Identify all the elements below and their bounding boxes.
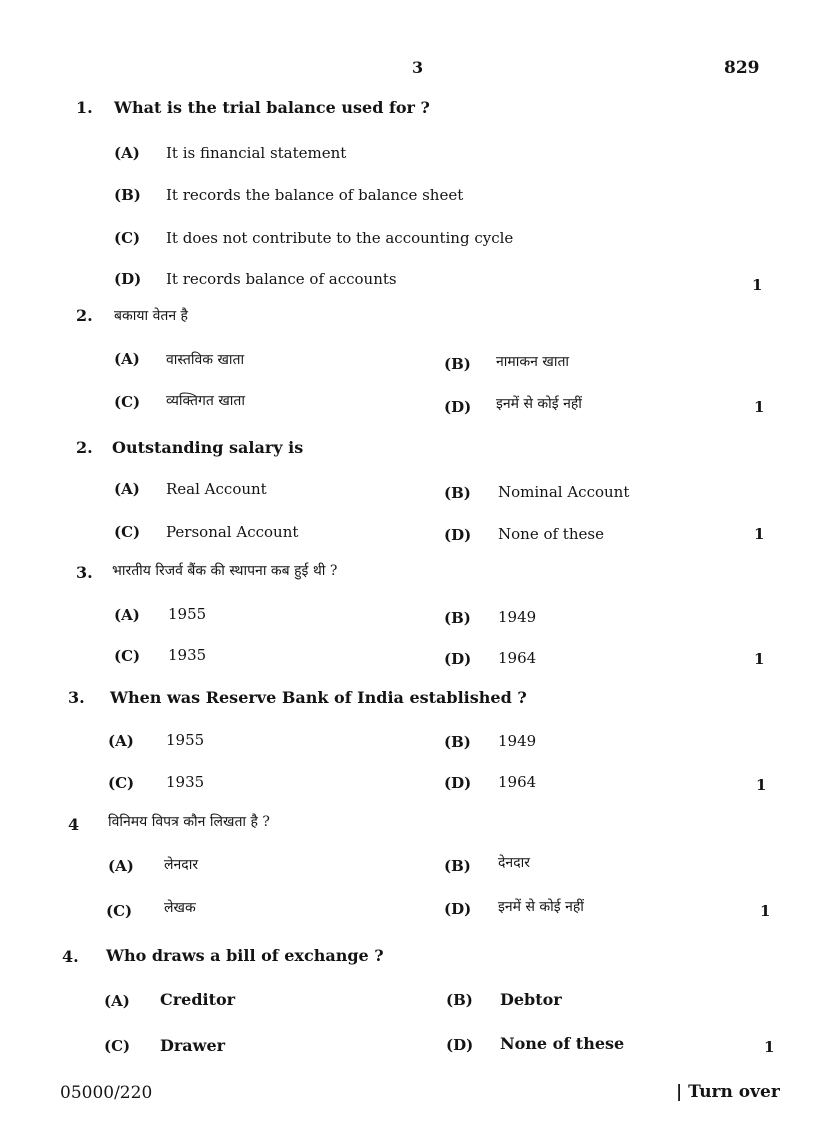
option-letter-c: (C)	[114, 523, 141, 541]
option-letter-c: (C)	[104, 1037, 131, 1055]
option-text-c: 1935	[166, 773, 205, 791]
question-number: 3.	[68, 688, 85, 707]
option-letter-c: (C)	[114, 393, 141, 411]
option-letter-d: (D)	[444, 398, 472, 416]
option-letter-a: (A)	[114, 144, 140, 162]
question-text: Who draws a bill of exchange ?	[106, 946, 384, 965]
option-text-b: It records the balance of balance sheet	[166, 186, 464, 204]
question-text: भारतीय रिजर्व बैंक की स्थापना कब हुई थी ?	[112, 563, 338, 579]
option-text-c: Drawer	[160, 1036, 226, 1055]
marks: 1	[754, 398, 765, 416]
option-letter-a: (A)	[114, 606, 140, 624]
option-letter-b: (B)	[446, 991, 473, 1009]
option-text-a: लेनदार	[164, 857, 199, 873]
option-letter-a: (A)	[108, 857, 134, 875]
option-letter-b: (B)	[444, 857, 471, 875]
option-letter-d: (D)	[444, 526, 472, 544]
option-text-d: 1964	[498, 773, 537, 791]
option-letter-d: (D)	[114, 270, 142, 288]
question-text: बकाया वेतन है	[114, 308, 188, 324]
option-letter-d: (D)	[444, 650, 472, 668]
question-number: 1.	[76, 98, 93, 117]
option-text-b: नामाकन खाता	[496, 354, 570, 370]
option-text-d: इनमें से कोई नहीं	[496, 396, 582, 412]
question-number: 2.	[76, 438, 93, 457]
page-number: 3	[412, 58, 424, 77]
option-text-d: 1964	[498, 649, 537, 667]
option-letter-d: (D)	[444, 774, 472, 792]
option-text-c: लेखक	[164, 900, 196, 916]
turn-over-label: | Turn over	[676, 1082, 780, 1102]
option-text-b: 1949	[498, 732, 537, 750]
question-text: विनिमय विपत्र कौन लिखता है ?	[108, 814, 270, 830]
marks: 1	[754, 650, 765, 668]
marks: 1	[752, 276, 763, 294]
option-text-a: Real Account	[166, 480, 267, 498]
option-text-c: It does not contribute to the accounting cycle	[166, 229, 514, 247]
option-letter-b: (B)	[444, 484, 471, 502]
option-letter-a: (A)	[104, 992, 130, 1010]
marks: 1	[756, 776, 767, 794]
option-text-c: व्यक्तिगत खाता	[166, 393, 246, 409]
option-text-b: Nominal Account	[498, 483, 630, 501]
option-letter-c: (C)	[114, 229, 141, 247]
option-letter-c: (C)	[108, 774, 135, 792]
option-letter-b: (B)	[114, 186, 141, 204]
option-text-a: वास्तविक खाता	[166, 352, 245, 368]
question-number: 4.	[62, 947, 79, 966]
option-letter-a: (A)	[108, 732, 134, 750]
question-text: When was Reserve Bank of India established ?	[110, 688, 527, 707]
paper-code: 829	[724, 58, 760, 78]
option-letter-c: (C)	[106, 902, 133, 920]
question-text: Outstanding salary is	[112, 438, 304, 457]
option-text-a: It is financial statement	[166, 144, 347, 162]
option-text-d: None of these	[498, 525, 604, 543]
option-letter-b: (B)	[444, 609, 471, 627]
option-text-a: 1955	[166, 731, 205, 749]
question-number: 4	[68, 815, 80, 834]
option-letter-d: (D)	[446, 1036, 474, 1054]
question-text: What is the trial balance used for ?	[114, 98, 430, 117]
option-letter-d: (D)	[444, 900, 472, 918]
marks: 1	[764, 1038, 775, 1056]
option-text-b: Debtor	[500, 990, 562, 1009]
option-letter-b: (B)	[444, 355, 471, 373]
option-text-d: None of these	[500, 1034, 625, 1053]
option-text-d: इनमें से कोई नहीं	[498, 899, 584, 915]
option-text-d: It records balance of accounts	[166, 270, 397, 288]
question-number: 2.	[76, 306, 93, 325]
option-text-c: 1935	[168, 646, 207, 664]
marks: 1	[760, 902, 771, 920]
question-number: 3.	[76, 563, 93, 582]
option-letter-a: (A)	[114, 480, 140, 498]
marks: 1	[754, 525, 765, 543]
option-text-a: 1955	[168, 605, 207, 623]
option-text-c: Personal Account	[166, 523, 299, 541]
option-text-b: देनदार	[498, 855, 530, 871]
option-text-a: Creditor	[160, 990, 236, 1009]
footer-paper-code: 05000/220	[60, 1083, 153, 1103]
option-letter-a: (A)	[114, 350, 140, 368]
option-letter-c: (C)	[114, 647, 141, 665]
option-letter-b: (B)	[444, 733, 471, 751]
option-text-b: 1949	[498, 608, 537, 626]
